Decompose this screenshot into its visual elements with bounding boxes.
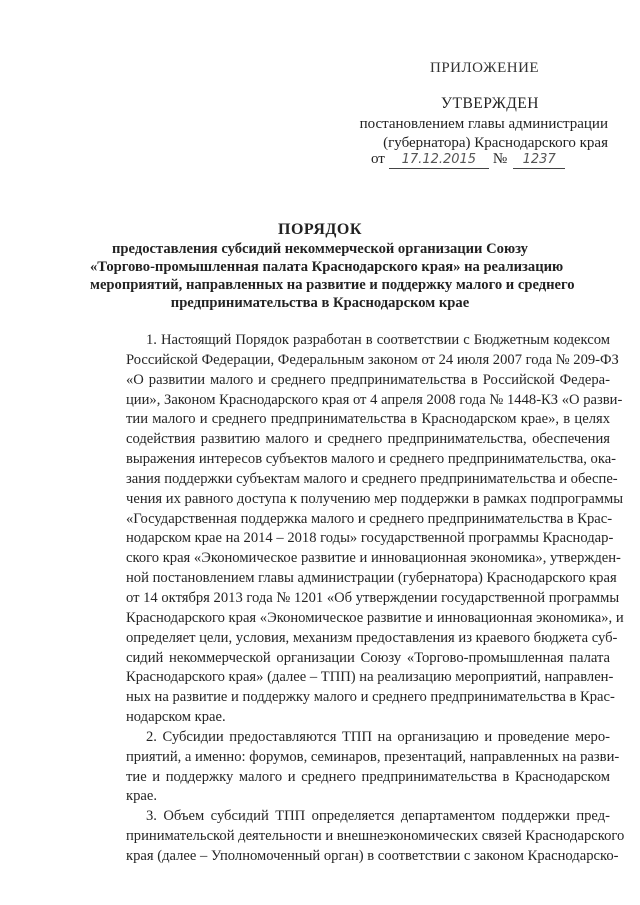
paragraph-line: принимательской деятельности и внешнеэкономических связей Краснодарского: [126, 828, 625, 845]
paragraph-line: крае.: [126, 788, 157, 805]
document-body: [126, 331, 625, 867]
paragraph-line: зания поддержки субъектам малого и среднего предпринимательства и обеспе-: [126, 470, 618, 487]
date-prefix: от: [371, 151, 385, 167]
paragraph-line: 3. Объем субсидий ТПП определяется департаментом поддержки пред-: [146, 808, 610, 825]
paragraph-line: выражения интересов субъектов малого и среднего предпринимательства, ока-: [126, 451, 617, 468]
number-prefix: №: [492, 151, 508, 167]
paragraph-3: [126, 807, 625, 867]
subtitle-line: мероприятий, направленных на развитие и поддержку малого и среднего: [90, 277, 575, 293]
approval-date-row: [371, 151, 565, 169]
subtitle-line: «Торгово-промышленная палата Краснодарского края» на реализацию: [90, 259, 564, 275]
approval-line-2: (губернатора) Краснодарского края: [383, 135, 608, 151]
paragraph-1: [126, 331, 624, 728]
paragraph-line: чения их равного доступа к получению мер поддержки в рамках подпрограммы: [126, 490, 624, 507]
handwritten-number: 1237: [513, 152, 565, 169]
paragraph-line: «О развитии малого и среднего предпринимательства в Российской Федера-: [126, 371, 610, 388]
paragraph-line: «Государственная поддержка малого и среднего предпринимательства в Крас-: [126, 510, 613, 527]
document-title: ПОРЯДОК: [278, 221, 362, 238]
subtitle-line: предоставления субсидий некоммерческой организации Союзу: [112, 241, 528, 257]
paragraph-line: от 14 октября 2013 года № 1201 «Об утверждении государственной программы: [126, 589, 620, 606]
paragraph-line: тие и поддержку малого и среднего предпринимательства в Краснодарском: [126, 768, 610, 785]
paragraph-2: [126, 728, 620, 807]
paragraph-line: определяет цели, условия, механизм предоставления из краевого бюджета суб-: [126, 629, 618, 646]
paragraph-line: ского края «Экономическое развитие и инновационная экономика», утвержден-: [126, 550, 621, 567]
subtitle-line: предпринимательства в Краснодарском крае: [170, 295, 470, 311]
paragraph-line: края (далее – Уполномоченный орган) в соответствии с законом Краснодарско-: [126, 847, 619, 864]
paragraph-line: ных на развитие и поддержку малого и среднего предпринимательства в Крас-: [126, 689, 615, 706]
paragraph-line: ной постановлением главы администрации (губернатора) Краснодарского края: [126, 570, 617, 587]
approval-line-1: постановлением главы администрации: [359, 116, 608, 132]
paragraph-line: нодарском крае на 2014 – 2018 годы» государственной программы Краснодар-: [126, 530, 614, 547]
paragraph-line: Российской Федерации, Федеральным законом от 24 июля 2007 года № 209-ФЗ: [126, 351, 619, 368]
paragraph-line: 2. Субсидии предоставляются ТПП на организацию и проведение меро-: [146, 728, 610, 745]
paragraph-line: приятий, а именно: форумов, семинаров, презентаций, направленных на разви-: [126, 748, 620, 765]
paragraph-line: сидий некоммерческой организации Союзу «Торгово-промышленная палата: [126, 649, 610, 666]
paragraph-line: содействия развитию малого и среднего предпринимательства, обеспечения: [126, 431, 610, 448]
paragraph-line: тии малого и среднего предпринимательства в Краснодарском крае», в целях: [126, 411, 610, 428]
paragraph-line: нодарском крае.: [126, 709, 226, 726]
document-subtitle: [90, 240, 575, 312]
appendix-label: ПРИЛОЖЕНИЕ: [430, 60, 540, 76]
paragraph-line: 1. Настоящий Порядок разработан в соответствии с Бюджетным кодексом: [146, 332, 610, 348]
paragraph-line: ции», Законом Краснодарского края от 4 апреля 2008 года № 1448-КЗ «О разви-: [126, 391, 623, 408]
paragraph-line: Краснодарского края» (далее – ТПП) на реализацию мероприятий, направлен-: [126, 669, 614, 686]
paragraph-line: Краснодарского края «Экономическое развитие и инновационная экономика», и: [126, 609, 624, 626]
approved-label: УТВЕРЖДЕН: [441, 95, 539, 112]
handwritten-date: 17.12.2015: [389, 152, 489, 169]
